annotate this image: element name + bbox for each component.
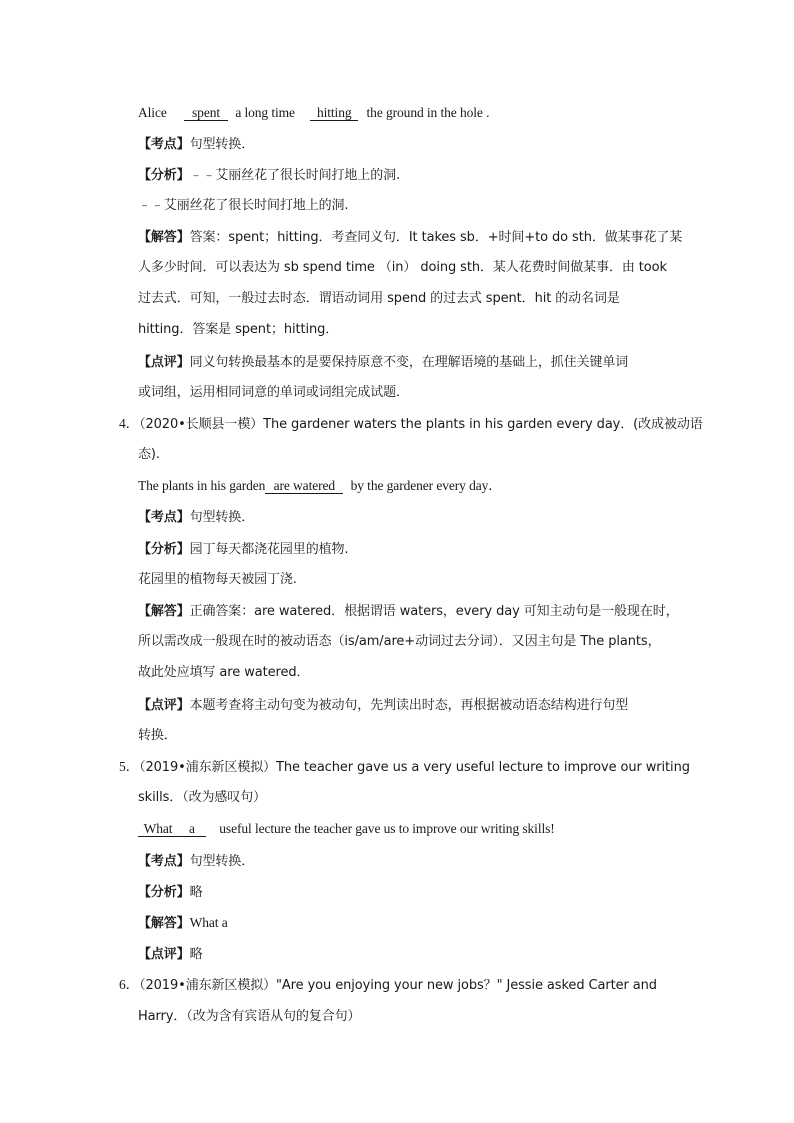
kaodian-text: 句型转换．: [189, 137, 255, 152]
answer-blank-1: What: [138, 821, 178, 837]
fenxi-text: 园丁每天都浇花园里的植物.: [189, 542, 349, 557]
answer-text: The plants in his garden: [138, 478, 266, 493]
q5-jieda: [138, 914, 678, 933]
q4-fenxi: [138, 540, 678, 559]
q4-fenxi-text2: 花园里的植物每天被园丁浇.: [138, 572, 297, 587]
q5-dianping: [138, 945, 678, 964]
q5-answer-line: [138, 820, 678, 838]
q4-answer-line: [138, 477, 678, 495]
q3-fenxi-text2: ﹣﹣艾丽丝花了很长时间打地上的洞.: [138, 198, 349, 213]
jieda-tag: 【解答】: [138, 230, 190, 245]
q5-question-line: skills．（改为感叹句）: [138, 790, 267, 805]
q3-fenxi: [138, 166, 678, 185]
answer-text: Alice: [138, 105, 167, 120]
question-number: 4．: [119, 416, 140, 431]
q3-dianping: [138, 353, 678, 372]
dianping-text: 本题考查将主动句变为被动句，先判读出时态，再根据被动语态结构进行句型: [189, 698, 629, 713]
dianping-text: 同义句转换最基本的是要保持原意不变，在理解语境的基础上，抓住关键单词: [189, 355, 629, 370]
q3-jieda-line: 过去式．可知，一般过去时态．谓语动词用 spend 的过去式 spent．hit 的动名词是: [138, 291, 620, 306]
kaodian-tag: 【考点】: [138, 854, 190, 869]
answer-blank-2: a: [178, 821, 206, 837]
answer-text: useful lecture the teacher gave us to improve our writing skills!: [219, 821, 555, 836]
answer-blank-1: spent: [184, 105, 228, 121]
question-text: （2020•长顺县一模）The gardener waters the plants in his garden every day．(改成被动语: [139, 417, 703, 432]
q3-kaodian: [138, 135, 678, 154]
fenxi-tag: 【分析】: [138, 885, 190, 900]
q4-question-line: 态).: [138, 447, 160, 462]
q4-dianping-line: 转换．: [138, 728, 177, 743]
q4-jieda: [138, 602, 678, 621]
fenxi-tag: 【分析】: [138, 542, 190, 557]
q4-kaodian: [138, 508, 678, 527]
fenxi-tag: 【分析】: [138, 168, 190, 183]
q6-question-line: Harry．（改为含有宾语从句的复合句）: [138, 1009, 361, 1024]
dianping-tag: 【点评】: [138, 698, 190, 713]
question-text: （2019•浦东新区模拟）"Are you enjoying your new jobs？" Jessie asked Carter and: [139, 978, 657, 993]
jieda-tag: 【解答】: [138, 604, 190, 619]
question-number: 6．: [119, 977, 140, 992]
jieda-text: 答案：spent；hitting．考查同义句．It takes sb．+时间+to do sth．做某事花了某: [189, 230, 683, 245]
answer-blank-2: hitting: [310, 105, 358, 121]
jieda-tag: 【解答】: [138, 916, 190, 931]
q5-fenxi: [138, 883, 678, 902]
q5-question: [119, 758, 690, 777]
question-number: 5．: [119, 759, 140, 774]
dianping-text: 略: [189, 947, 203, 962]
q4-jieda-line: 故此处应填写 are watered．: [138, 665, 310, 680]
q3-jieda-line: 人多少时间．可以表达为 sb spend time （in） doing sth．某人花费时间做某事．由 took: [138, 260, 667, 275]
answer-text: by the gardener every day．: [350, 478, 502, 493]
jieda-text: What a: [189, 915, 228, 930]
fenxi-text: ﹣﹣艾丽丝花了很长时间打地上的洞.: [189, 168, 401, 183]
jieda-text: 正确答案：are watered．根据谓语 waters，every day 可知主动句是一般现在时，: [189, 604, 679, 619]
kaodian-tag: 【考点】: [138, 510, 190, 525]
q3-dianping-line: 或词组，运用相同词意的单词或词组完成试题．: [138, 385, 409, 400]
kaodian-text: 句型转换．: [189, 854, 255, 869]
q4-question: [119, 415, 703, 434]
dianping-tag: 【点评】: [138, 947, 190, 962]
kaodian-text: 句型转换．: [189, 510, 255, 525]
q5-kaodian: [138, 852, 678, 871]
q6-question: [119, 976, 679, 995]
fenxi-text: 略: [189, 885, 203, 900]
answer-blank: are watered: [265, 478, 343, 494]
q3-answer-line: [138, 104, 678, 122]
answer-text: a long time: [235, 105, 295, 120]
q4-jieda-line: 所以需改成一般现在时的被动语态（is/am/are+动词过去分词）．又因主句是 The plants，: [138, 634, 661, 649]
q4-dianping: [138, 696, 678, 715]
dianping-tag: 【点评】: [138, 355, 190, 370]
question-text: （2019•浦东新区模拟）The teacher gave us a very useful lecture to improve our writing: [139, 760, 690, 775]
q3-jieda: [138, 228, 683, 247]
q3-jieda-line: hitting．答案是 spent；hitting．: [138, 322, 339, 337]
kaodian-tag: 【考点】: [138, 137, 190, 152]
answer-text: the ground in the hole .: [366, 105, 490, 120]
